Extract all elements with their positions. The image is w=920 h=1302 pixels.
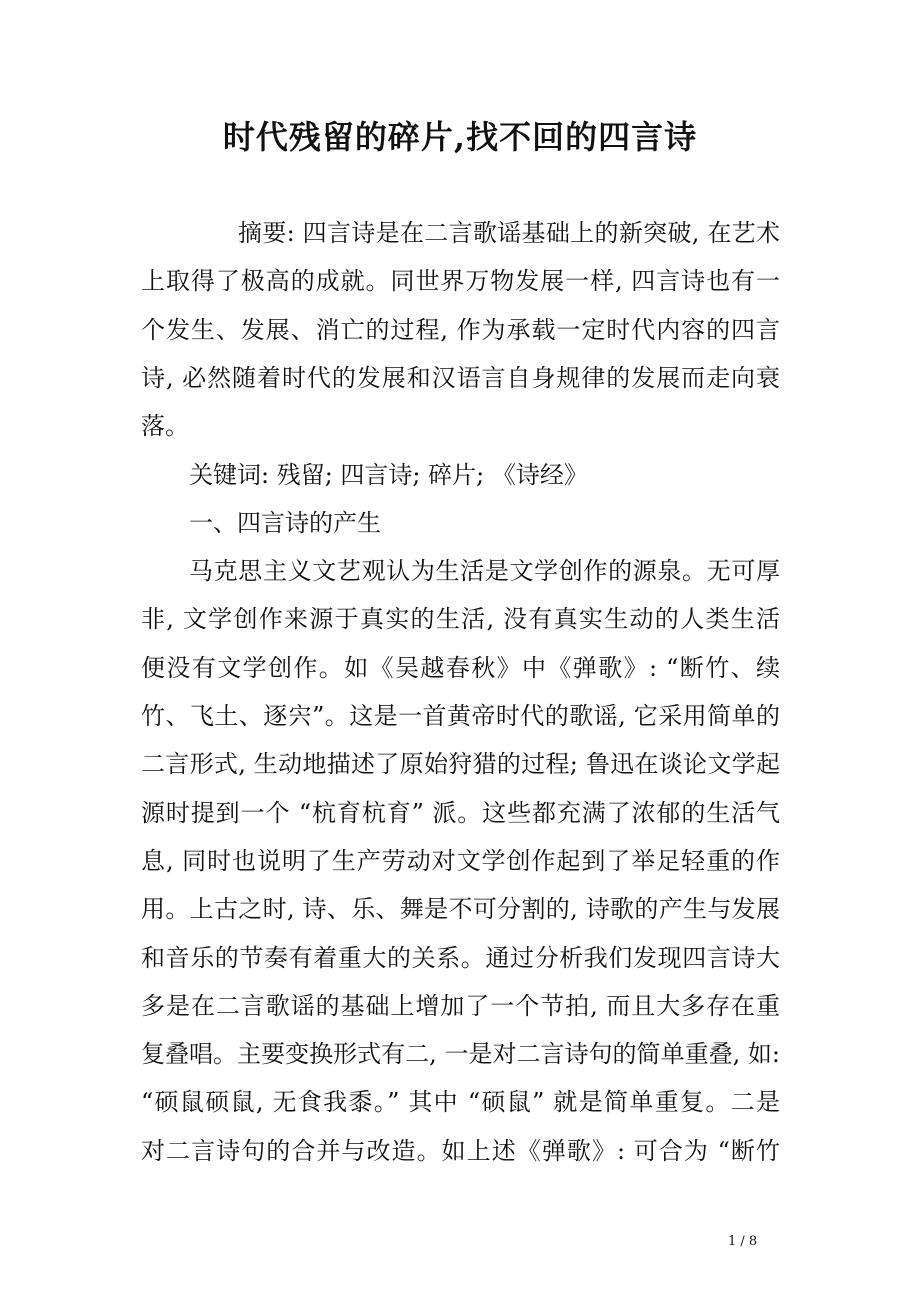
- text-line: 便没有文学创作。如《吴越春秋》中《弹歌》: “断竹、续: [141, 653, 780, 682]
- text-line: 多是在二言歌谣的基础上增加了一个节拍, 而且大多存在重: [141, 991, 780, 1020]
- text-line: 用。上古之时, 诗、乐、舞是不可分割的, 诗歌的产生与发展: [141, 895, 780, 924]
- document-title: 时代残留的碎片,找不回的四言诗: [222, 118, 698, 156]
- text-line: 诗, 必然随着时代的发展和汉语言自身规律的发展而走向衰: [141, 363, 780, 392]
- text-line: 二言形式, 生动地描述了原始狩猎的过程; 鲁迅在谈论文学起: [141, 750, 780, 779]
- text-line: 源时提到一个 “杭育杭育” 派。这些都充满了浓郁的生活气: [141, 798, 780, 827]
- text-line: 复叠唱。主要变换形式有二, 一是对二言诗句的简单重叠, 如:: [141, 1040, 780, 1069]
- page-number: 1 / 8: [728, 1234, 758, 1249]
- text-line: 一、四言诗的产生: [189, 508, 381, 537]
- text-line: 个发生、发展、消亡的过程, 作为承载一定时代内容的四言: [141, 315, 780, 344]
- text-line: 落。: [141, 412, 189, 441]
- text-line: 息, 同时也说明了生产劳动对文学创作起到了举足轻重的作: [141, 846, 780, 875]
- text-line: 关键词: 残留; 四言诗; 碎片; 《诗经》: [189, 460, 588, 489]
- text-line: 竹、飞土、逐宍”。这是一首黄帝时代的歌谣, 它采用简单的: [141, 702, 780, 730]
- text-line: 和音乐的节奏有着重大的关系。通过分析我们发现四言诗大: [141, 943, 780, 972]
- text-line: 对二言诗句的合并与改造。如上述《弹歌》: 可合为 “断竹: [141, 1136, 780, 1165]
- text-line: “硕鼠硕鼠, 无食我黍。” 其中 “硕鼠” 就是简单重复。二是: [141, 1088, 780, 1117]
- text-line: 上取得了极高的成就。同世界万物发展一样, 四言诗也有一: [141, 267, 780, 296]
- text-line: 非, 文学创作来源于真实的生活, 没有真实生动的人类生活: [141, 605, 780, 634]
- text-line: 摘要: 四言诗是在二言歌谣基础上的新突破, 在艺术: [238, 219, 780, 247]
- text-line: 马克思主义文艺观认为生活是文学创作的源泉。无可厚: [189, 557, 780, 586]
